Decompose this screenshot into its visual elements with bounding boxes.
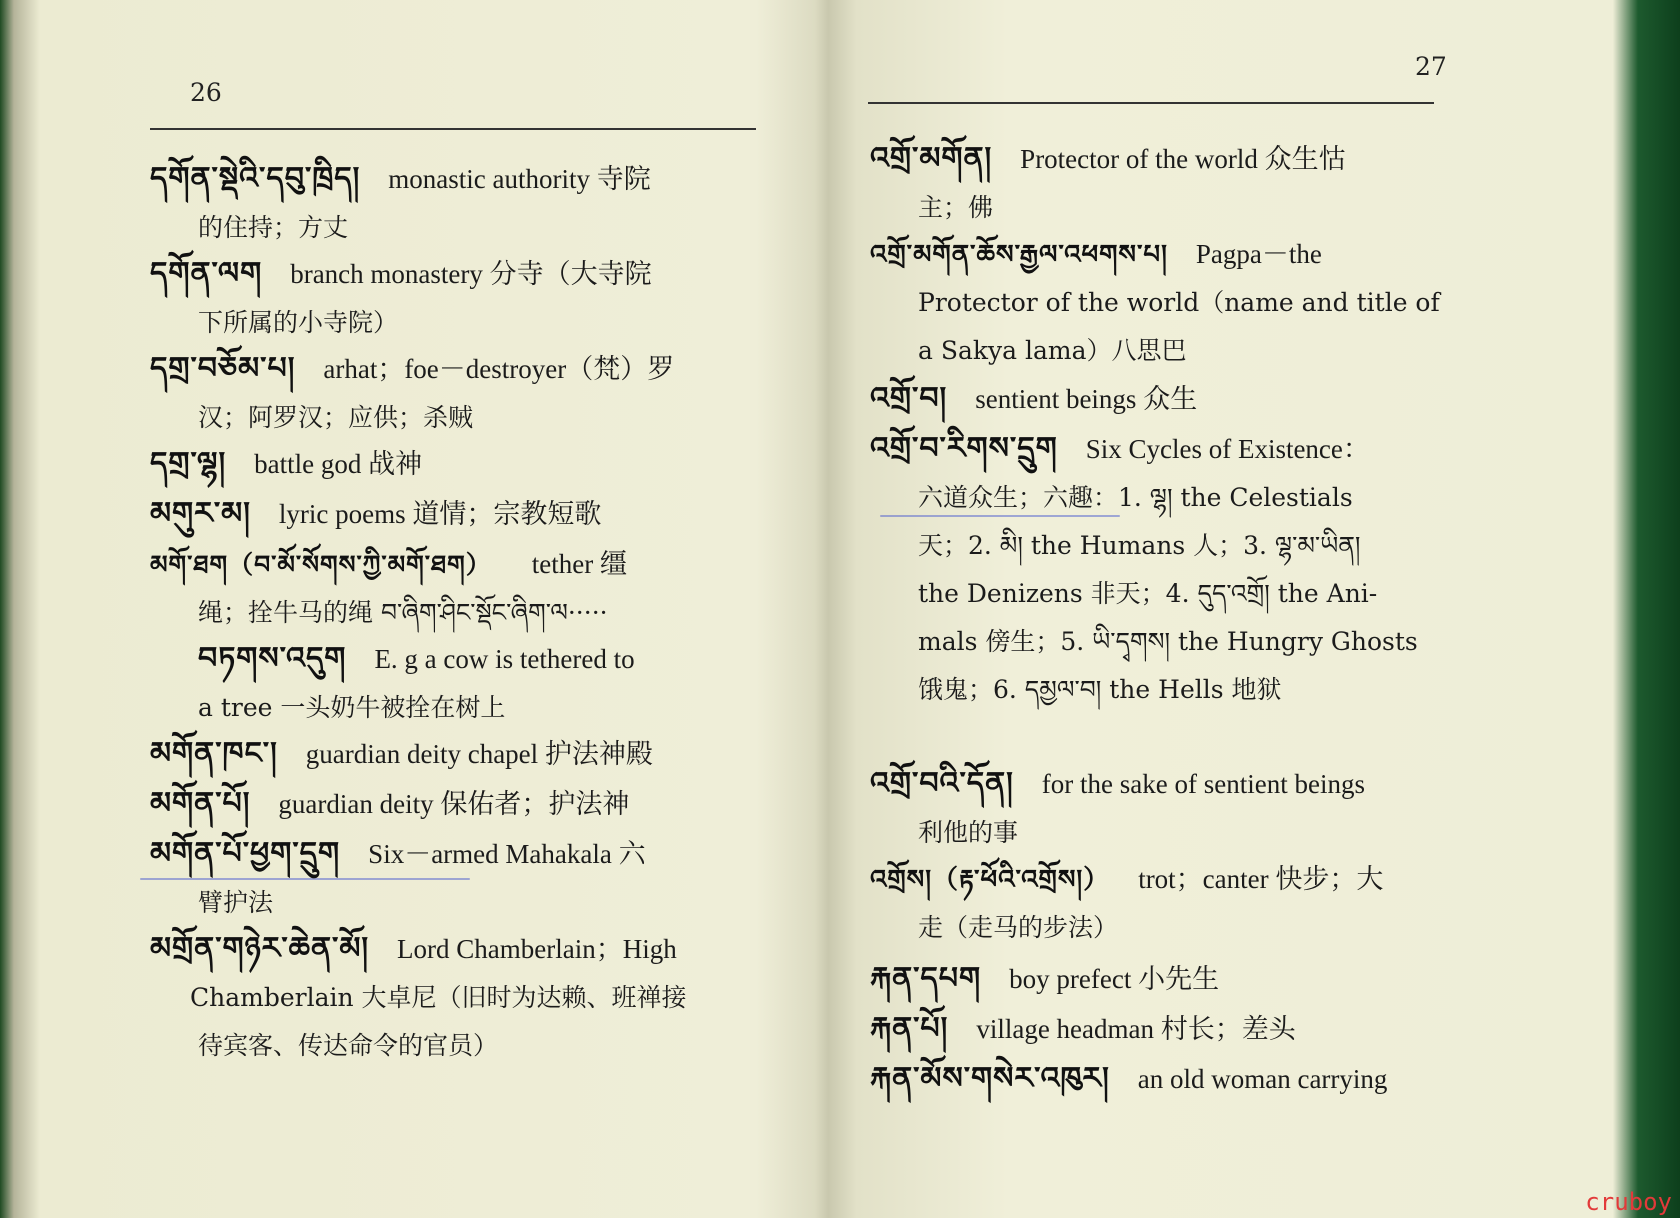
definition-continued: 六道众生；六趣：1. ལྷ། the Celestials <box>918 483 1353 512</box>
page-number-right: 27 <box>1415 52 1447 81</box>
tibetan-headword: མགོན་པོ། <box>150 786 251 821</box>
entry-10 <box>150 925 780 1070</box>
entry-12 <box>870 1005 1530 1054</box>
definition: Protector of the world 众生怙 <box>1020 144 1346 174</box>
tibetan-headword: འགྲོས།（རྟ་ཕོའི་འགྲོས།） <box>870 865 1111 895</box>
definition: for the sake of sentient beings <box>1041 769 1365 799</box>
entry-6 <box>150 635 770 732</box>
definition-continued-2: a Sakya lama）八思巴 <box>918 336 1187 365</box>
definition: battle god 战神 <box>254 449 423 479</box>
tibetan-headword: དགོན་ལག <box>150 256 263 291</box>
definition: Six Cycles of Existence： <box>1085 434 1370 464</box>
tibetan-headword: འགྲོ་བ་རིགས་དྲུག <box>870 431 1058 466</box>
tibetan-headword: འགྲོ་མགོན། <box>870 141 993 176</box>
entry-1 <box>870 230 1510 375</box>
entry-0 <box>150 155 770 252</box>
tibetan-headword: མགོན་ཁང་། <box>150 736 278 771</box>
definition-continued: Chamberlain 大卓尼（旧时为达赖、班禅接 <box>190 983 687 1012</box>
tibetan-headword: འགྲོ་མགོན་ཆོས་རྒྱལ་འཕགས་པ། <box>870 240 1168 270</box>
example-continued: a tree 一头奶牛被拴在树上 <box>198 693 506 722</box>
definition: arhat；foe－destroyer（梵）罗 <box>323 354 675 384</box>
entry-13 <box>870 1055 1530 1104</box>
entry-2 <box>150 345 770 442</box>
entry-8 <box>150 780 770 829</box>
entry-3 <box>150 440 770 489</box>
tibetan-headword: མགོན་པོ་ཕྱག་དྲུག <box>150 836 341 871</box>
tibetan-headword: རྐན་མོས་གསེར་འཁུར། <box>870 1061 1110 1096</box>
left-page <box>40 0 800 1218</box>
definition-continued: 的住持；方丈 <box>198 213 349 242</box>
tibetan-headword: དགྲ་བཅོམ་པ། <box>150 351 296 386</box>
definition-continued: 主；佛 <box>918 193 994 222</box>
entry-0 <box>870 135 1510 232</box>
entry-5 <box>150 540 770 637</box>
header-rule-left <box>150 128 756 130</box>
entry-7 <box>150 730 770 779</box>
entry-9 <box>150 830 770 927</box>
tibetan-example: བཏགས་འདུག <box>198 641 347 676</box>
definition: trot；canter 快步；大 <box>1138 864 1384 894</box>
tibetan-headword: མགྲོན་གཉེར་ཆེན་མོ། <box>150 931 370 966</box>
definition: sentient beings 众生 <box>975 384 1198 414</box>
definition-continued-5: 饿鬼；6. དམྱལ་བ། the Hells 地狱 <box>918 675 1282 704</box>
definition-continued-2: 待宾客、传达命令的官员） <box>198 1031 499 1060</box>
header-rule-right <box>868 102 1434 104</box>
page-number-left: 26 <box>190 78 222 107</box>
entry-3 <box>870 375 1510 424</box>
entry-4 <box>150 490 770 539</box>
entry-11 <box>870 955 1530 1004</box>
definition: guardian deity 保佑者；护法神 <box>278 789 630 819</box>
definition: guardian deity chapel 护法神殿 <box>305 739 653 769</box>
definition: Six－armed Mahakala 六 <box>368 839 646 869</box>
entry-9 <box>870 760 1530 857</box>
tibetan-headword: དགྲ་ལྷ། <box>150 446 227 481</box>
definition-continued: Protector of the world（name and title of <box>918 288 1440 317</box>
tibetan-headword: དགོན་སྡེའི་དབུ་ཁྲིད། <box>150 161 361 196</box>
definition-continued: 绳；拴牛马的绳 བ་ཞིག་ཤིང་སྡོང་ཞིག་ལ····· <box>198 598 608 627</box>
definition: branch monastery 分寺（大寺院 <box>290 259 652 289</box>
definition-continued: 利他的事 <box>918 818 1019 847</box>
example-translation: E. g a cow is tethered to <box>374 644 635 674</box>
definition: Pagpa－the <box>1195 239 1322 269</box>
definition-continued: 下所属的小寺院） <box>198 308 399 337</box>
pen-underline <box>880 515 1120 517</box>
definition: village headman 村长；差头 <box>976 1014 1296 1044</box>
tibetan-headword: རྐན་དཔག <box>870 961 982 996</box>
entry-10 <box>870 855 1530 952</box>
watermark: cruboy <box>1585 1188 1672 1216</box>
tibetan-headword: མགུར་མ། <box>150 496 251 531</box>
definition: boy prefect 小先生 <box>1009 964 1220 994</box>
definition-continued-2: 天；2. མི། the Humans 人；3. ལྷ་མ་ཡིན། <box>918 531 1361 560</box>
entry-4 <box>870 425 1530 714</box>
tibetan-headword: རྐན་པོ། <box>870 1011 949 1046</box>
definition: an old woman carrying <box>1137 1064 1388 1094</box>
tibetan-headword: མགོ་ཐག（བ་མོ་སོགས་ཀྱི་མགོ་ཐག） <box>150 550 492 579</box>
tibetan-headword: འགྲོ་བའི་དོན། <box>870 766 1014 801</box>
definition: monastic authority 寺院 <box>388 164 651 194</box>
entry-1 <box>150 250 770 347</box>
definition-continued: 汉；阿罗汉；应供；杀贼 <box>198 403 474 432</box>
definition: lyric poems 道情；宗教短歌 <box>278 499 602 529</box>
definition-continued: 臂护法 <box>198 888 274 917</box>
tibetan-headword: འགྲོ་བ། <box>870 381 948 416</box>
definition-continued: 走（走马的步法） <box>918 913 1119 942</box>
definition-continued-3: the Denizens 非天；4. དུད་འགྲོ། the Ani- <box>918 579 1378 608</box>
definition: tether 缰 <box>531 549 627 579</box>
definition: Lord Chamberlain；High <box>397 934 677 964</box>
right-page <box>820 0 1610 1218</box>
definition-continued-4: mals 傍生；5. ཡི་དྭགས། the Hungry Ghosts <box>918 627 1418 656</box>
